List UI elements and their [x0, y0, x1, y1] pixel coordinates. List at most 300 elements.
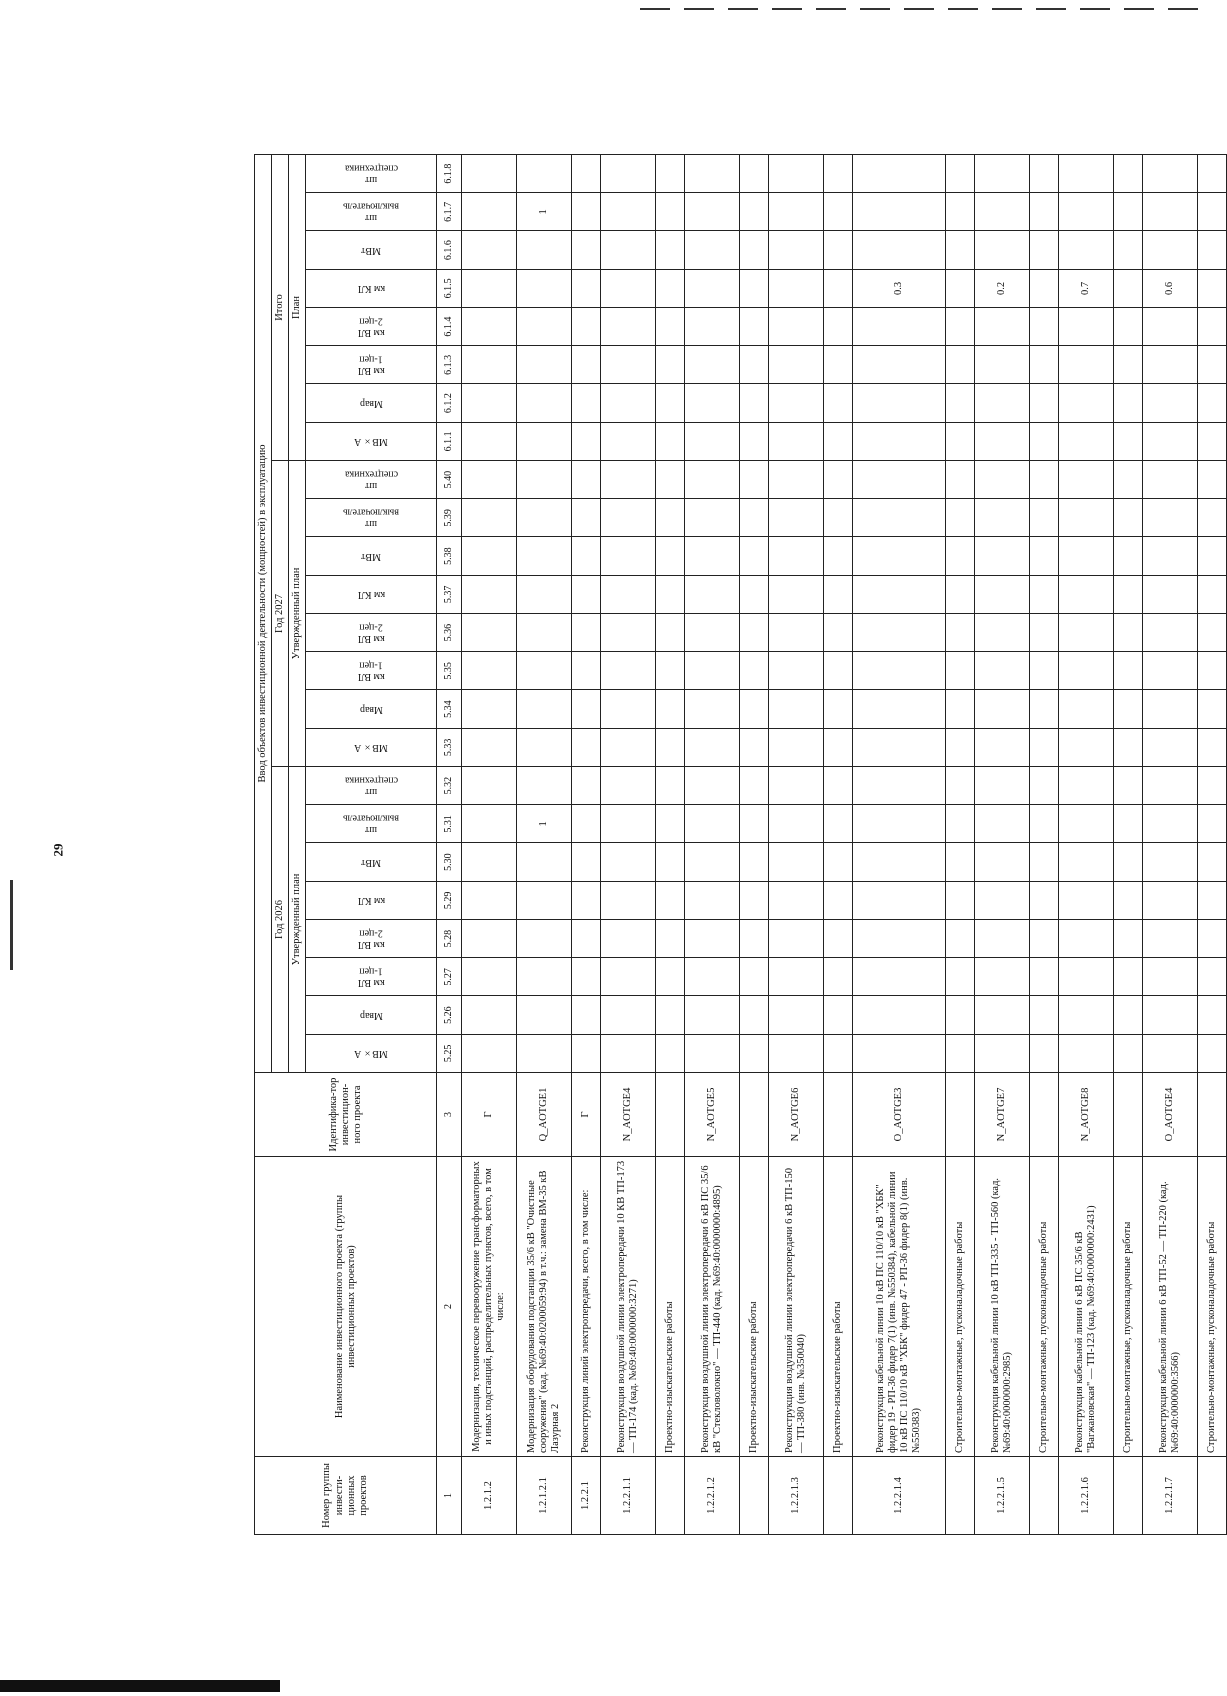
row-value-total [1059, 384, 1114, 422]
row-value-total [769, 154, 824, 192]
row-value-total [462, 269, 517, 307]
row-value-y2027 [824, 690, 853, 728]
col-number: 5.30 [437, 843, 462, 881]
row-value-y2027 [462, 575, 517, 613]
row-value-y2027 [853, 614, 946, 652]
row-value-y2026 [1143, 843, 1198, 881]
row-value-total [601, 308, 656, 346]
row-value-y2026 [572, 920, 601, 958]
row-value-y2027 [601, 728, 656, 766]
row-value-total [946, 422, 975, 460]
row-value-y2026 [462, 805, 517, 843]
row-value-y2026 [572, 843, 601, 881]
unit-label: шт спецтехника [344, 468, 398, 492]
row-value-y2027 [656, 652, 685, 690]
row-value-total [572, 384, 601, 422]
row-value-y2027 [462, 690, 517, 728]
row-value-y2027 [517, 537, 572, 575]
row-value-y2026 [1059, 767, 1114, 805]
row-value-y2027 [1198, 690, 1227, 728]
row-value-y2026 [572, 881, 601, 919]
row-value-y2027 [1143, 499, 1198, 537]
row-value-total [824, 231, 853, 269]
row-value-total [1198, 422, 1227, 460]
row-value-y2026 [572, 805, 601, 843]
row-value-total [656, 346, 685, 384]
table-row [462, 154, 517, 1534]
row-value-y2027 [946, 614, 975, 652]
table-row [601, 154, 656, 1534]
row-value-y2027 [462, 728, 517, 766]
row-group-number [740, 1457, 769, 1535]
row-identifier: N_AOTGE7 [975, 1073, 1030, 1157]
row-project-name: Модернизация оборудования подстанции 35/6 кВ "Очистные сооружения" (кад. №69:40:0200059:94) в т.ч.: замена ВМ-35 кВ Лазурная 2 [517, 1157, 572, 1457]
row-value-y2027 [1198, 461, 1227, 499]
row-value-y2027 [656, 614, 685, 652]
unit-label: МВ×А [354, 742, 389, 754]
row-value-y2026 [946, 1034, 975, 1072]
row-value-total [1030, 384, 1059, 422]
row-value-y2027 [517, 614, 572, 652]
row-value-total [1114, 154, 1143, 192]
col-number: 5.26 [437, 996, 462, 1034]
row-value-y2026 [572, 958, 601, 996]
row-value-y2026 [946, 805, 975, 843]
col-number: 5.36 [437, 614, 462, 652]
row-value-total [946, 346, 975, 384]
row-group-number [946, 1457, 975, 1535]
row-value-y2026 [1059, 843, 1114, 881]
row-value-total [740, 422, 769, 460]
row-value-total [1059, 231, 1114, 269]
row-value-y2026 [1198, 881, 1227, 919]
row-value-total [572, 422, 601, 460]
row-value-y2026 [1059, 996, 1114, 1034]
row-value-y2026 [517, 1034, 572, 1072]
row-value-y2027 [572, 461, 601, 499]
row-value-y2026 [601, 996, 656, 1034]
row-value-y2026 [1059, 805, 1114, 843]
row-value-y2026 [946, 920, 975, 958]
row-value-y2026 [572, 996, 601, 1034]
row-value-y2026 [975, 1034, 1030, 1072]
row-project-name: Строительно-монтажные, пусконаладочные работы [946, 1157, 975, 1457]
unit-label: шт спецтехника [344, 774, 398, 798]
row-value-y2027 [1114, 652, 1143, 690]
row-value-y2027 [656, 575, 685, 613]
unit-wrap [308, 388, 434, 419]
row-value-total [1198, 308, 1227, 346]
row-value-y2026 [1198, 920, 1227, 958]
row-value-total [601, 269, 656, 307]
row-value-y2027 [975, 537, 1030, 575]
row-value-y2027 [1143, 575, 1198, 613]
row-value-y2026 [853, 996, 946, 1034]
row-value-total: 0.3 [853, 269, 946, 307]
scan-bottom-bar [0, 1680, 280, 1692]
row-value-y2027 [1198, 614, 1227, 652]
row-value-total [685, 193, 740, 231]
row-identifier: N_AOTGE6 [769, 1073, 824, 1157]
row-value-y2026 [740, 881, 769, 919]
row-value-y2026 [1030, 881, 1059, 919]
row-value-total [601, 422, 656, 460]
row-value-total [517, 154, 572, 192]
row-value-y2027 [517, 461, 572, 499]
row-value-total [601, 384, 656, 422]
row-value-y2026 [517, 996, 572, 1034]
row-value-total [656, 308, 685, 346]
row-value-total [946, 308, 975, 346]
unit-header [306, 384, 437, 422]
row-value-y2027 [975, 575, 1030, 613]
row-value-total [572, 308, 601, 346]
row-identifier [740, 1073, 769, 1157]
row-value-y2027 [769, 728, 824, 766]
row-value-y2027 [853, 690, 946, 728]
row-value-total [975, 346, 1030, 384]
row-value-y2026 [1030, 920, 1059, 958]
row-project-name: Модернизация, техническое перевооружение трансформаторных и иных подстанций, распределительных пунктов, всего, в том числе: [462, 1157, 517, 1457]
row-group-number: 1.2.2.1.5 [975, 1457, 1030, 1535]
unit-header [306, 499, 437, 537]
unit-wrap [308, 426, 434, 457]
unit-wrap [308, 235, 434, 266]
unit-label: Мвар [359, 703, 383, 715]
row-value-y2026 [740, 843, 769, 881]
row-value-y2026 [1114, 996, 1143, 1034]
row-value-y2027 [572, 614, 601, 652]
col-number: 6.1.7 [437, 193, 462, 231]
row-value-y2027 [1059, 652, 1114, 690]
col-number: 5.35 [437, 652, 462, 690]
row-value-y2027 [1114, 575, 1143, 613]
row-identifier [824, 1073, 853, 1157]
row-value-total [740, 154, 769, 192]
total-header: Итого [272, 154, 289, 460]
unit-label: МВт [361, 550, 382, 562]
unit-wrap [308, 655, 434, 686]
table-row [853, 154, 946, 1534]
row-value-total [572, 154, 601, 192]
row-value-y2026 [769, 920, 824, 958]
row-value-y2026 [656, 958, 685, 996]
row-value-total [1030, 193, 1059, 231]
row-value-total [1143, 346, 1198, 384]
row-value-total [462, 154, 517, 192]
row-value-total [1198, 269, 1227, 307]
row-value-total [1114, 422, 1143, 460]
unit-header [306, 193, 437, 231]
row-value-y2026 [1114, 767, 1143, 805]
row-value-y2027 [740, 499, 769, 537]
unit-header [306, 537, 437, 575]
row-value-total [740, 231, 769, 269]
row-value-y2026 [1143, 881, 1198, 919]
row-value-total [824, 308, 853, 346]
row-value-total [853, 384, 946, 422]
row-value-y2027 [1114, 614, 1143, 652]
unit-header [306, 269, 437, 307]
row-value-y2027 [769, 575, 824, 613]
row-value-y2027 [769, 499, 824, 537]
row-value-y2026 [517, 881, 572, 919]
row-value-total [769, 269, 824, 307]
row-value-total [853, 193, 946, 231]
row-value-y2026 [1198, 843, 1227, 881]
row-value-y2026 [601, 805, 656, 843]
row-value-y2027 [1198, 499, 1227, 537]
row-value-y2027 [601, 690, 656, 728]
row-value-total [656, 193, 685, 231]
row-value-y2027 [740, 575, 769, 613]
row-value-total [769, 422, 824, 460]
unit-wrap [308, 694, 434, 725]
row-value-total [853, 308, 946, 346]
row-value-y2026 [1114, 843, 1143, 881]
row-project-name: Проектно-изыскательские работы [740, 1157, 769, 1457]
row-value-total [769, 384, 824, 422]
col-number: 5.39 [437, 499, 462, 537]
row-value-y2026 [740, 920, 769, 958]
row-value-total [685, 269, 740, 307]
row-group-number [1198, 1457, 1227, 1535]
col-number: 3 [437, 1073, 462, 1157]
row-value-total [1059, 193, 1114, 231]
row-project-name: Реконструкция кабельной линии 6 кВ ТП-52 — ТП-220 (кад. №69:40:0000000:3566) [1143, 1157, 1198, 1457]
table-row [1114, 154, 1143, 1534]
row-group-number: 1.2.2.1.1 [601, 1457, 656, 1535]
row-identifier [1198, 1073, 1227, 1157]
header-row-top [255, 154, 272, 1534]
row-value-y2026 [769, 843, 824, 881]
unit-header [306, 843, 437, 881]
table-row [572, 154, 601, 1534]
row-value-y2027 [601, 614, 656, 652]
row-value-y2026 [1143, 958, 1198, 996]
row-value-total [769, 346, 824, 384]
row-value-total [1114, 384, 1143, 422]
row-value-y2027 [1030, 614, 1059, 652]
row-value-total [685, 308, 740, 346]
unit-wrap [308, 961, 434, 992]
row-value-y2027 [853, 575, 946, 613]
unit-label: шт выключатель [343, 200, 400, 224]
row-value-y2027 [740, 614, 769, 652]
row-value-y2026 [824, 958, 853, 996]
unit-label: км КЛ [357, 283, 385, 295]
row-value-y2027 [517, 652, 572, 690]
row-identifier: O_AOTGE4 [1143, 1073, 1198, 1157]
row-value-y2027 [740, 461, 769, 499]
row-value-total [1143, 154, 1198, 192]
row-value-y2026 [1114, 920, 1143, 958]
row-value-y2027 [769, 652, 824, 690]
row-value-y2026 [975, 996, 1030, 1034]
row-value-y2026 [685, 843, 740, 881]
col-number: 5.38 [437, 537, 462, 575]
row-value-y2027 [975, 728, 1030, 766]
row-value-total [853, 231, 946, 269]
unit-header [306, 422, 437, 460]
table-row [685, 154, 740, 1534]
row-value-total [824, 422, 853, 460]
table-row [1198, 154, 1227, 1534]
row-value-y2026 [462, 843, 517, 881]
row-value-y2026 [1114, 958, 1143, 996]
col-number: 5.37 [437, 575, 462, 613]
row-value-y2026 [975, 805, 1030, 843]
row-value-y2026 [685, 996, 740, 1034]
row-value-y2026 [769, 1034, 824, 1072]
table-row [1059, 154, 1114, 1534]
row-value-total [975, 193, 1030, 231]
row-value-y2026 [517, 958, 572, 996]
unit-label: км ВЛ 1-цеп [357, 659, 385, 683]
row-group-number: 1.2.2.1.3 [769, 1457, 824, 1535]
column-number-row [437, 154, 462, 1534]
row-value-total [517, 308, 572, 346]
row-value-total [517, 231, 572, 269]
row-value-y2027 [1030, 728, 1059, 766]
row-value-y2027 [1030, 537, 1059, 575]
row-value-y2027 [1059, 499, 1114, 537]
row-value-y2027 [685, 499, 740, 537]
row-value-total [1030, 231, 1059, 269]
row-value-y2027 [462, 614, 517, 652]
row-value-total [1030, 154, 1059, 192]
row-value-total [946, 384, 975, 422]
investment-table [254, 154, 1227, 1535]
col-number: 5.25 [437, 1034, 462, 1072]
row-value-y2027 [685, 614, 740, 652]
row-value-y2026 [656, 881, 685, 919]
col-number: 6.1.5 [437, 269, 462, 307]
row-value-total: 0.6 [1143, 269, 1198, 307]
row-value-y2027 [462, 499, 517, 537]
row-value-y2026 [656, 1034, 685, 1072]
row-value-y2026 [1143, 1034, 1198, 1072]
scan-edge-mark [640, 8, 1200, 10]
row-value-total [572, 346, 601, 384]
row-value-y2027 [601, 461, 656, 499]
row-value-y2027 [946, 461, 975, 499]
row-value-y2026 [656, 767, 685, 805]
row-value-y2026 [824, 920, 853, 958]
unit-header [306, 881, 437, 919]
year-2027-header: Год 2027 [272, 461, 289, 767]
row-identifier: N_AOTGE8 [1059, 1073, 1114, 1157]
row-value-y2026 [975, 843, 1030, 881]
row-identifier: Г [462, 1073, 517, 1157]
row-value-y2026 [946, 996, 975, 1034]
row-value-total [685, 231, 740, 269]
unit-label: км ВЛ 1-цеп [357, 965, 385, 989]
row-value-total [1059, 346, 1114, 384]
row-value-y2027 [853, 537, 946, 575]
row-value-y2026 [946, 767, 975, 805]
row-value-y2027 [769, 690, 824, 728]
row-value-y2027 [740, 537, 769, 575]
row-value-y2026 [517, 920, 572, 958]
row-value-y2027 [656, 537, 685, 575]
row-value-y2026 [824, 805, 853, 843]
row-value-y2026 [1198, 996, 1227, 1034]
row-value-total [1114, 269, 1143, 307]
table-row [1030, 154, 1059, 1534]
row-value-total [462, 308, 517, 346]
col-number: 6.1.3 [437, 346, 462, 384]
page-number: 29 [50, 843, 66, 857]
col-number: 6.1.1 [437, 422, 462, 460]
row-identifier: Г [572, 1073, 601, 1157]
row-value-y2026 [462, 881, 517, 919]
col-number: 6.1.4 [437, 308, 462, 346]
row-value-total [517, 384, 572, 422]
row-group-number [824, 1457, 853, 1535]
row-value-y2026 [769, 767, 824, 805]
row-value-y2027 [1059, 575, 1114, 613]
row-value-total [572, 269, 601, 307]
row-value-total [462, 422, 517, 460]
row-value-y2027 [601, 499, 656, 537]
unit-label: км КЛ [357, 589, 385, 601]
row-value-y2027 [824, 537, 853, 575]
row-value-y2026 [685, 958, 740, 996]
row-value-y2026 [740, 805, 769, 843]
row-value-y2026 [1198, 767, 1227, 805]
row-value-y2027 [975, 461, 1030, 499]
row-value-total [946, 269, 975, 307]
unit-label: Мвар [359, 397, 383, 409]
row-value-y2026 [1030, 958, 1059, 996]
row-value-total [1114, 231, 1143, 269]
row-value-y2027 [601, 537, 656, 575]
col-number: 5.29 [437, 881, 462, 919]
row-value-y2027 [517, 728, 572, 766]
unit-label: км ВЛ 2-цеп [357, 621, 385, 645]
row-project-name: Строительно-монтажные, пусконаладочные работы [1114, 1157, 1143, 1457]
row-value-y2026 [1114, 881, 1143, 919]
col-number: 6.1.2 [437, 384, 462, 422]
row-value-total [975, 308, 1030, 346]
row-value-total [853, 422, 946, 460]
row-group-number: 1.2.2.1.4 [853, 1457, 946, 1535]
row-value-total [1143, 231, 1198, 269]
row-value-y2027 [462, 461, 517, 499]
col-number: 5.28 [437, 920, 462, 958]
row-value-total [1114, 193, 1143, 231]
row-value-total [601, 346, 656, 384]
row-value-y2027 [769, 537, 824, 575]
row-group-number: 1.2.2.1.7 [1143, 1457, 1198, 1535]
row-value-y2026 [853, 881, 946, 919]
unit-wrap [308, 885, 434, 916]
row-project-name: Реконструкция линий электропередачи, всего, в том числе: [572, 1157, 601, 1457]
unit-label: МВт [361, 856, 382, 868]
row-value-total [462, 193, 517, 231]
row-value-y2027 [572, 690, 601, 728]
row-value-total [1030, 308, 1059, 346]
row-value-y2027 [685, 652, 740, 690]
row-value-y2026 [853, 958, 946, 996]
row-value-total [1030, 422, 1059, 460]
unit-wrap [308, 273, 434, 304]
unit-wrap [308, 502, 434, 533]
row-value-y2027 [1030, 652, 1059, 690]
row-value-y2027 [946, 537, 975, 575]
unit-label: Мвар [359, 1009, 383, 1021]
